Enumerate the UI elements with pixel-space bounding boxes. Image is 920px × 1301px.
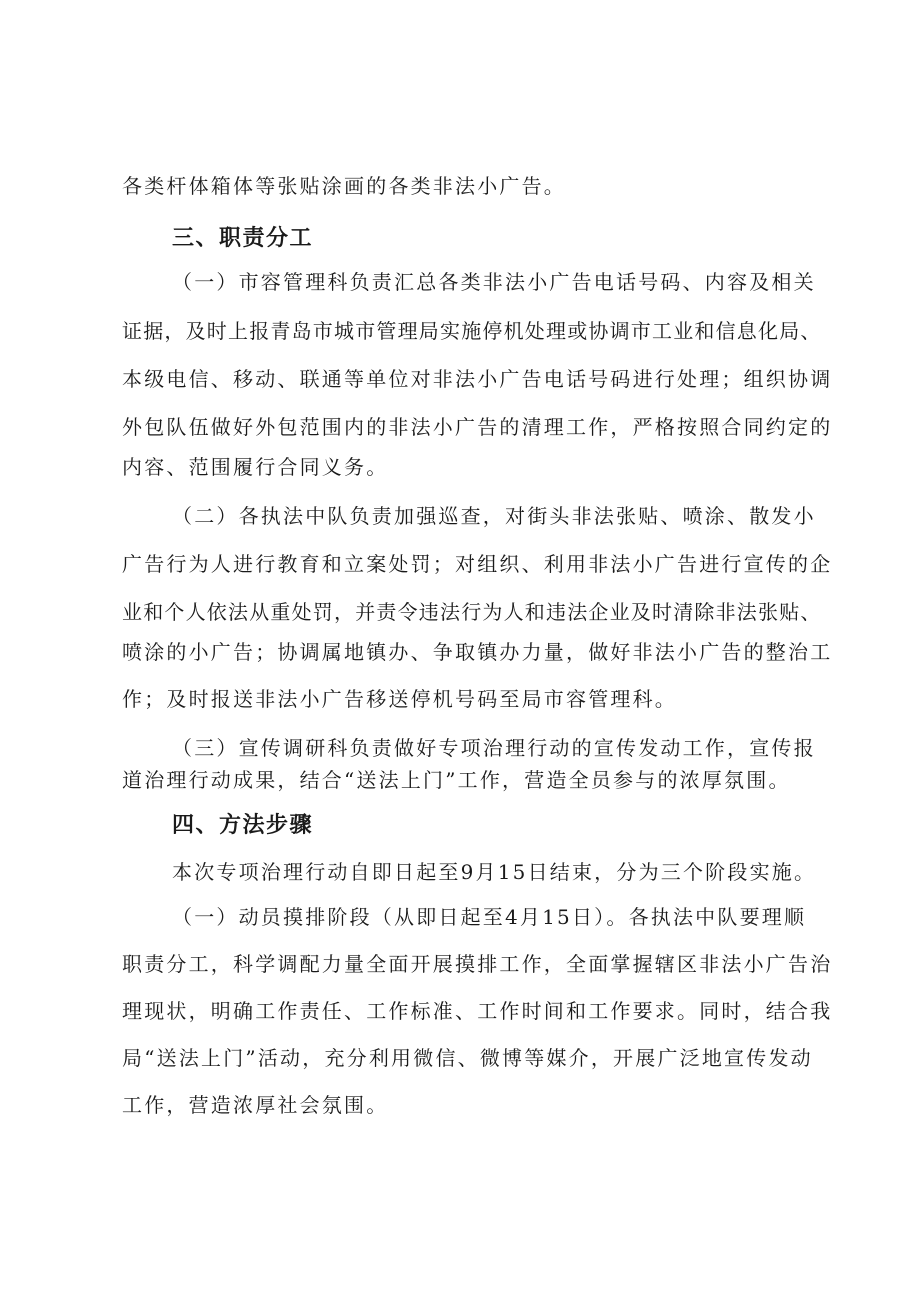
paragraph-line: 局“送法上门”活动，充分利用微信、微博等媒介，开展广泛地宣传发动 (122, 1046, 813, 1070)
paragraph-line: 内容、范围履行合同义务。 (122, 455, 389, 479)
paragraph-line: 各类杆体箱体等张贴涂画的各类非法小广告。 (122, 174, 566, 198)
paragraph-line: （一）市容管理科负责汇总各类非法小广告电话号码、内容及相关 (172, 270, 816, 294)
paragraph-line: 理现状，明确工作责任、工作标准、工作时间和工作要求。同时，结合我 (122, 999, 833, 1023)
paragraph-line: 业和个人依法从重处罚，并责令违法行为人和违法企业及时清除非法张贴、 (122, 600, 822, 624)
paragraph-line: 本级电信、移动、联通等单位对非法小广告电话号码进行处理；组织协调 (122, 367, 833, 391)
paragraph-line: 证据，及时上报青岛市城市管理局实施停机处理或协调市工业和信息化局、 (122, 319, 822, 343)
paragraph-line: 外包队伍做好外包范围内的非法小广告的清理工作，严格按照合同约定的 (122, 415, 833, 439)
paragraph-line: 广告行为人进行教育和立案处罚；对组织、利用非法小广告进行宣传的企 (122, 552, 833, 576)
paragraph-line: （三）宣传调研科负责做好专项治理行动的宣传发动工作，宣传报 (172, 736, 816, 760)
paragraph-line: （一）动员摸排阶段（从即日起至4月15日）。各执法中队要理顺 (172, 905, 807, 929)
paragraph-line: 职责分工，科学调配力量全面开展摸排工作，全面掌握辖区非法小广告治 (122, 952, 833, 976)
section-heading-responsibilities: 三、职责分工 (172, 226, 314, 251)
paragraph-line: 工作，营造浓厚社会氛围。 (122, 1093, 389, 1117)
section-heading-method-steps: 四、方法步骤 (172, 813, 314, 838)
paragraph-line: 道治理行动成果，结合“送法上门”工作，营造全员参与的浓厚氛围。 (122, 768, 791, 792)
paragraph-line: 本次专项治理行动自即日起至9月15日结束，分为三个阶段实施。 (172, 860, 817, 884)
paragraph-line: 作；及时报送非法小广告移送停机号码至局市容管理科。 (122, 687, 677, 711)
paragraph-line: 喷涂的小广告；协调属地镇办、争取镇办力量，做好非法小广告的整治工 (122, 640, 833, 664)
paragraph-line: （二）各执法中队负责加强巡查，对街头非法张贴、喷涂、散发小 (172, 504, 816, 528)
